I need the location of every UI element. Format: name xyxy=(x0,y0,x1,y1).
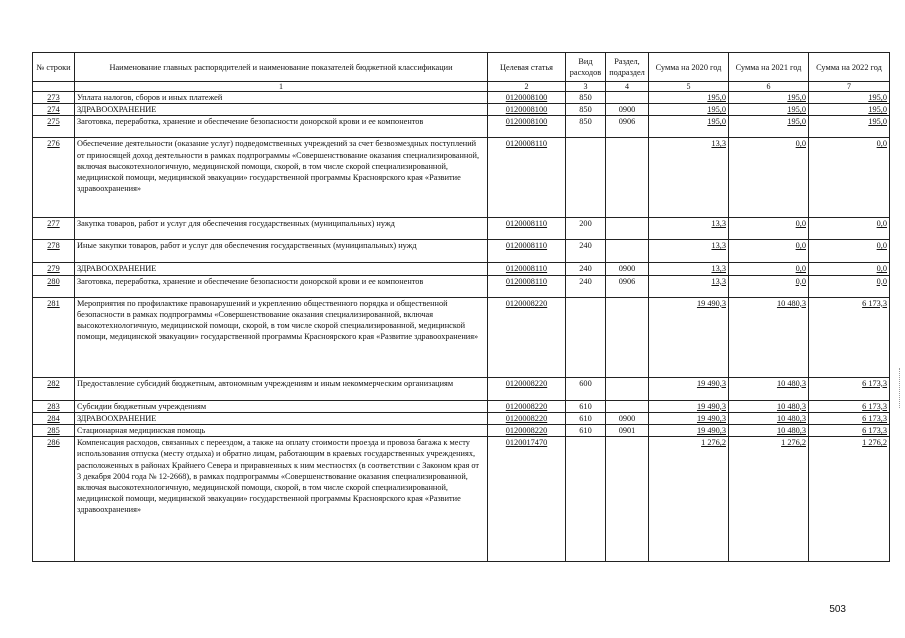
row-section: 0906 xyxy=(606,116,649,138)
row-amount-2022: 6 173,3 xyxy=(809,425,890,437)
row-name: Стационарная медицинская помощь xyxy=(75,425,488,437)
row-name: ЗДРАВООХРАНЕНИЕ xyxy=(75,104,488,116)
row-section xyxy=(606,240,649,263)
row-name: Субсидии бюджетным учреждениям xyxy=(75,400,488,412)
table-row xyxy=(33,425,890,437)
row-expense-kind: 240 xyxy=(566,263,606,275)
row-amount-2020: 195,0 xyxy=(649,116,729,138)
row-amount-2020: 195,0 xyxy=(649,92,729,104)
table-row xyxy=(33,400,890,412)
row-expense-kind: 240 xyxy=(566,240,606,263)
table-row xyxy=(33,116,890,138)
row-section xyxy=(606,218,649,240)
row-amount-2021: 0,0 xyxy=(729,218,809,240)
column-index: 3 xyxy=(566,82,606,92)
row-number: 279 xyxy=(33,263,75,275)
row-amount-2021: 0,0 xyxy=(729,275,809,297)
row-name: Предоставление субсидий бюджетным, автономным учреждениям и иным некоммерческим организациям xyxy=(75,377,488,400)
row-target-code: 0120008220 xyxy=(488,400,566,412)
row-section xyxy=(606,297,649,377)
header-name: Наименование главных распорядителей и наименование показателей бюджетной классификации xyxy=(75,53,488,82)
row-amount-2020: 13,3 xyxy=(649,240,729,263)
row-amount-2020: 1 276,2 xyxy=(649,437,729,562)
row-number: 283 xyxy=(33,400,75,412)
row-amount-2020: 195,0 xyxy=(649,104,729,116)
row-name: Иные закупки товаров, работ и услуг для обеспечения государственных (муниципальных) нужд xyxy=(75,240,488,263)
row-name: Компенсация расходов, связанных с переездом, а также на оплату стоимости проезда и провоза багажа к месту использования отпуска (месту отдыха) и обратно лицам, работающим в краевых государственных учреждениях, расположенных в районах Крайнего Севера и приравненных к ним местностях (в соответствии с Законом края от 3 декабря 2004 года № 12-2668), в рамках подпрограммы «Совершенствование оказания специализированной, включая высокотехнологичную, медицинской помощи, скорой, в том числе скорой специализированной, медицинской помощи, медицинской эвакуации» государственной программы Красноярского края «Развитие здравоохранения» xyxy=(75,437,488,562)
table-row xyxy=(33,412,890,424)
header-num: № строки xyxy=(33,53,75,82)
row-expense-kind: 850 xyxy=(566,92,606,104)
row-number: 285 xyxy=(33,425,75,437)
table-row xyxy=(33,104,890,116)
row-target-code: 0120008220 xyxy=(488,412,566,424)
row-name: Закупка товаров, работ и услуг для обеспечения государственных (муниципальных) нужд xyxy=(75,218,488,240)
row-amount-2021: 10 480,3 xyxy=(729,400,809,412)
row-target-code: 0120008220 xyxy=(488,377,566,400)
row-amount-2020: 13,3 xyxy=(649,218,729,240)
row-section: 0901 xyxy=(606,425,649,437)
row-target-code: 0120008220 xyxy=(488,297,566,377)
column-index: 7 xyxy=(809,82,890,92)
row-amount-2022: 6 173,3 xyxy=(809,400,890,412)
margin-mark xyxy=(899,368,902,408)
row-number: 282 xyxy=(33,377,75,400)
row-amount-2022: 6 173,3 xyxy=(809,412,890,424)
row-amount-2022: 6 173,3 xyxy=(809,297,890,377)
row-target-code: 0120008110 xyxy=(488,263,566,275)
row-amount-2022: 0,0 xyxy=(809,263,890,275)
header-section: Раздел, подраздел xyxy=(606,53,649,82)
row-amount-2022: 1 276,2 xyxy=(809,437,890,562)
row-amount-2021: 10 480,3 xyxy=(729,377,809,400)
column-index-blank xyxy=(33,82,75,92)
row-section: 0900 xyxy=(606,104,649,116)
row-section xyxy=(606,437,649,562)
row-name: Заготовка, переработка, хранение и обеспечение безопасности донорской крови и ее компонентов xyxy=(75,116,488,138)
table-row xyxy=(33,263,890,275)
row-name: Обеспечение деятельности (оказание услуг) подведомственных учреждений за счет безвозмездных поступлений от приносящей доход деятельности в рамках подпрограммы «Совершенствование оказания специализированной, включая высокотехнологичную, медицинской помощи, скорой, в том числе скорой специализированной, медицинской помощи, медицинской эвакуации» государственной программы Красноярского края «Развитие здравоохранения» xyxy=(75,138,488,218)
row-number: 284 xyxy=(33,412,75,424)
header-target: Целевая статья xyxy=(488,53,566,82)
table-row xyxy=(33,377,890,400)
column-index-row xyxy=(33,82,890,92)
row-number: 281 xyxy=(33,297,75,377)
row-section xyxy=(606,400,649,412)
row-expense-kind: 610 xyxy=(566,425,606,437)
row-amount-2021: 0,0 xyxy=(729,240,809,263)
row-target-code: 0120008100 xyxy=(488,116,566,138)
table-row xyxy=(33,240,890,263)
row-amount-2022: 0,0 xyxy=(809,218,890,240)
row-amount-2020: 19 490,3 xyxy=(649,425,729,437)
row-name: Заготовка, переработка, хранение и обеспечение безопасности донорской крови и ее компонентов xyxy=(75,275,488,297)
row-number: 286 xyxy=(33,437,75,562)
row-amount-2021: 195,0 xyxy=(729,92,809,104)
row-target-code: 0120017470 xyxy=(488,437,566,562)
row-amount-2020: 19 490,3 xyxy=(649,412,729,424)
row-amount-2020: 13,3 xyxy=(649,263,729,275)
row-number: 277 xyxy=(33,218,75,240)
row-expense-kind: 200 xyxy=(566,218,606,240)
column-index: 2 xyxy=(488,82,566,92)
row-section xyxy=(606,138,649,218)
row-section xyxy=(606,92,649,104)
row-amount-2020: 19 490,3 xyxy=(649,400,729,412)
row-target-code: 0120008100 xyxy=(488,104,566,116)
header-2022: Сумма на 2022 год xyxy=(809,53,890,82)
row-amount-2021: 10 480,3 xyxy=(729,297,809,377)
header-2021: Сумма на 2021 год xyxy=(729,53,809,82)
row-amount-2020: 13,3 xyxy=(649,138,729,218)
row-expense-kind: 850 xyxy=(566,104,606,116)
row-amount-2021: 195,0 xyxy=(729,116,809,138)
column-index: 5 xyxy=(649,82,729,92)
row-expense-kind: 240 xyxy=(566,275,606,297)
row-section: 0900 xyxy=(606,263,649,275)
row-number: 276 xyxy=(33,138,75,218)
table-row xyxy=(33,275,890,297)
row-name: Мероприятия по профилактике правонарушений и укреплению общественного порядка и общественной безопасности в рамках подпрограммы «Совершенствование оказания специализированной, включая высокотехнологичную, медицинской помощи, скорой, в том числе скорой специализированной, медицинской помощи, медицинской эвакуации» государственной программы Красноярского края «Развитие здравоохранения» xyxy=(75,297,488,377)
row-expense-kind: 850 xyxy=(566,116,606,138)
row-expense-kind: 610 xyxy=(566,400,606,412)
row-amount-2021: 10 480,3 xyxy=(729,412,809,424)
row-name: Уплата налогов, сборов и иных платежей xyxy=(75,92,488,104)
row-amount-2022: 0,0 xyxy=(809,138,890,218)
row-number: 275 xyxy=(33,116,75,138)
row-amount-2022: 6 173,3 xyxy=(809,377,890,400)
row-section: 0906 xyxy=(606,275,649,297)
row-target-code: 0120008220 xyxy=(488,425,566,437)
row-amount-2020: 19 490,3 xyxy=(649,377,729,400)
row-amount-2021: 0,0 xyxy=(729,263,809,275)
row-target-code: 0120008100 xyxy=(488,92,566,104)
table-row xyxy=(33,138,890,218)
row-target-code: 0120008110 xyxy=(488,275,566,297)
table-row xyxy=(33,297,890,377)
row-amount-2022: 195,0 xyxy=(809,116,890,138)
row-amount-2021: 1 276,2 xyxy=(729,437,809,562)
header-2020: Сумма на 2020 год xyxy=(649,53,729,82)
table-row xyxy=(33,437,890,562)
row-section: 0900 xyxy=(606,412,649,424)
column-index: 1 xyxy=(75,82,488,92)
row-number: 273 xyxy=(33,92,75,104)
row-name: ЗДРАВООХРАНЕНИЕ xyxy=(75,412,488,424)
row-number: 280 xyxy=(33,275,75,297)
row-amount-2021: 0,0 xyxy=(729,138,809,218)
column-index: 4 xyxy=(606,82,649,92)
table-row xyxy=(33,218,890,240)
page-number: 503 xyxy=(829,604,846,615)
row-amount-2020: 13,3 xyxy=(649,275,729,297)
row-amount-2022: 0,0 xyxy=(809,275,890,297)
row-expense-kind xyxy=(566,138,606,218)
row-amount-2022: 195,0 xyxy=(809,104,890,116)
row-amount-2022: 0,0 xyxy=(809,240,890,263)
row-section xyxy=(606,377,649,400)
row-amount-2020: 19 490,3 xyxy=(649,297,729,377)
row-name: ЗДРАВООХРАНЕНИЕ xyxy=(75,263,488,275)
table-row xyxy=(33,92,890,104)
row-expense-kind: 610 xyxy=(566,412,606,424)
column-index: 6 xyxy=(729,82,809,92)
row-target-code: 0120008110 xyxy=(488,240,566,263)
row-target-code: 0120008110 xyxy=(488,218,566,240)
row-expense-kind xyxy=(566,297,606,377)
row-number: 278 xyxy=(33,240,75,263)
budget-table xyxy=(32,52,890,562)
row-number: 274 xyxy=(33,104,75,116)
row-amount-2021: 10 480,3 xyxy=(729,425,809,437)
row-amount-2022: 195,0 xyxy=(809,92,890,104)
header-row xyxy=(33,53,890,82)
header-kind: Вид расходов xyxy=(566,53,606,82)
row-expense-kind xyxy=(566,437,606,562)
row-expense-kind: 600 xyxy=(566,377,606,400)
row-amount-2021: 195,0 xyxy=(729,104,809,116)
row-target-code: 0120008110 xyxy=(488,138,566,218)
